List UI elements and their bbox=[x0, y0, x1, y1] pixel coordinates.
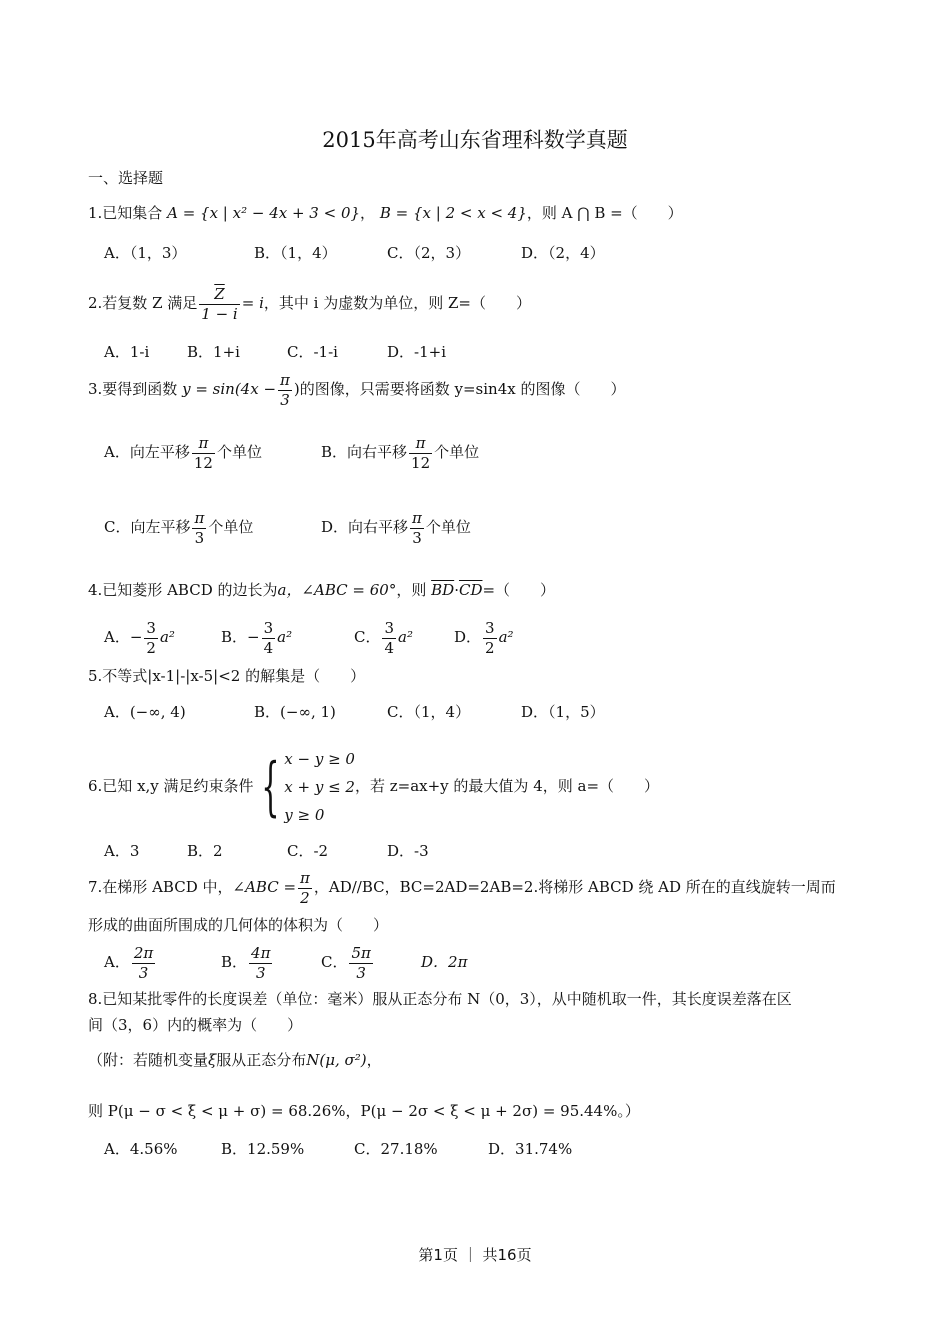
q2-options bbox=[104, 342, 446, 362]
q4-option-c-fraction bbox=[382, 618, 396, 657]
question-3 bbox=[88, 366, 626, 412]
q8-option-a: A．4.56% bbox=[104, 1140, 178, 1158]
q3-option-a-fraction bbox=[192, 433, 215, 472]
q3-option-d-den: 3 bbox=[412, 528, 422, 547]
section-heading: 一、选择题 bbox=[88, 169, 164, 187]
q3-option-b-unit: 个单位 bbox=[434, 443, 480, 461]
q6-options bbox=[104, 841, 429, 861]
q8-option-b: B．12.59% bbox=[221, 1140, 305, 1158]
q8-option-d: D．31.74% bbox=[488, 1140, 573, 1158]
q7-numerator: π bbox=[300, 868, 310, 887]
q3-numerator: π bbox=[280, 370, 290, 389]
q4-option-c bbox=[354, 613, 454, 661]
q5-option-c: C．（1，4） bbox=[387, 703, 471, 721]
q4-option-b-text: B．− bbox=[221, 628, 260, 646]
q4-option-c-var: a² bbox=[398, 628, 413, 646]
q4-dot: · bbox=[454, 581, 459, 599]
q3-option-b-text: B．向右平移 bbox=[321, 443, 408, 461]
q2-fraction bbox=[199, 284, 239, 323]
q3-denominator: 3 bbox=[280, 390, 290, 409]
q4-option-b-den: 4 bbox=[263, 638, 274, 657]
q6-option-c: C．-2 bbox=[287, 842, 329, 860]
q4-angle: ，∠ABC = 60° bbox=[286, 581, 397, 599]
q5-options bbox=[104, 702, 605, 722]
question-4 bbox=[88, 580, 555, 600]
q3-option-a bbox=[104, 428, 321, 476]
q4-option-d-num: 3 bbox=[485, 618, 495, 637]
page-footer: 第1页 ｜ 共16页 bbox=[418, 1246, 532, 1264]
q4-option-a-den: 2 bbox=[146, 638, 156, 657]
q3-option-c-fraction bbox=[192, 508, 206, 547]
q3-option-c-den: 3 bbox=[194, 528, 205, 547]
q3-option-c-num: π bbox=[194, 508, 205, 527]
q6-constraint-2: x + y ≤ 2 bbox=[284, 778, 355, 796]
q8-line-1: 8.已知某批零件的长度误差（单位：毫米）服从正态分布 N（0，3），从中随机取一件，其长度误差落在区 bbox=[88, 990, 792, 1008]
q7-option-a-fraction bbox=[132, 943, 155, 982]
q8-note-1-mid: 服从正态分布 bbox=[216, 1051, 307, 1069]
q7-option-c-fraction bbox=[349, 943, 372, 982]
q4-option-a-text: A．− bbox=[104, 628, 143, 646]
q6-tail: ，若 z=ax+y 的最大值为 4，则 a=（ ） bbox=[354, 777, 660, 795]
q3-option-a-den: 12 bbox=[193, 453, 213, 472]
q4-option-b-var: a² bbox=[277, 628, 293, 646]
q7-option-a bbox=[104, 938, 221, 986]
q7-option-b-fraction bbox=[249, 943, 272, 982]
question-7 bbox=[88, 864, 836, 910]
q6-constraints bbox=[284, 745, 355, 829]
q8-note-1-lead: （附：若随机变量 bbox=[88, 1051, 209, 1069]
q7-option-c-num: 5π bbox=[351, 943, 371, 962]
q1-set-a: A = {x | x² − 4x + 3 < 0} bbox=[167, 204, 361, 222]
q2-eq: = i bbox=[241, 294, 264, 312]
q3-option-c-unit: 个单位 bbox=[208, 518, 254, 536]
q4-option-b-fraction bbox=[262, 618, 276, 657]
q5-option-a: A．(−∞, 4) bbox=[104, 703, 186, 721]
q6-option-b: B．2 bbox=[187, 842, 223, 860]
q7-tail: ，AD//BC，BC=2AD=2AB=2.将梯形 ABCD 绕 AD 所在的直线旋转一周而 bbox=[313, 878, 836, 896]
q4-option-a bbox=[104, 613, 221, 661]
q8-note-1-dist: N(μ, σ²) bbox=[306, 1051, 367, 1069]
q1-sep: ， bbox=[360, 204, 376, 222]
q5-option-b: B．(−∞, 1) bbox=[254, 703, 336, 721]
q1-option-c: C．（2，3） bbox=[387, 244, 471, 262]
q4-tail: =（ ） bbox=[482, 581, 556, 599]
q4-option-a-num: 3 bbox=[146, 618, 156, 637]
q4-option-c-num: 3 bbox=[384, 618, 395, 637]
q3-option-d-unit: 个单位 bbox=[425, 518, 471, 536]
q7-option-a-num: 2π bbox=[133, 943, 154, 962]
q3-option-c-text: C．向左平移 bbox=[104, 518, 191, 536]
q4-side: a bbox=[277, 581, 287, 599]
question-6 bbox=[88, 742, 659, 830]
q6-option-a: A．3 bbox=[104, 842, 140, 860]
q2-option-d: D．-1+i bbox=[387, 343, 447, 361]
question-2 bbox=[88, 278, 531, 328]
q6-lead: 6.已知 x,y 满足约束条件 bbox=[88, 777, 254, 795]
q4-option-b bbox=[221, 613, 354, 661]
q7-option-b-num: 4π bbox=[251, 943, 271, 962]
q7-option-d: D．2π bbox=[421, 953, 468, 971]
q4-option-c-den: 4 bbox=[384, 638, 395, 657]
q7-angle: ∠ABC = bbox=[232, 878, 297, 896]
q7-line-2: 形成的曲面所围成的几何体的体积为（ ） bbox=[88, 916, 389, 934]
q3-option-a-text: A．向左平移 bbox=[104, 443, 190, 461]
q3-option-a-num: π bbox=[192, 436, 215, 454]
q2-option-a: A．1-i bbox=[104, 343, 150, 361]
q8-note-1 bbox=[88, 1050, 382, 1070]
q4-vector-cd: $\overline{CD}$ bbox=[458, 581, 483, 599]
q6-constraint-3: y ≥ 0 bbox=[284, 806, 325, 824]
question-1 bbox=[88, 203, 683, 223]
q2-lead: 2.若复数 Z 满足 bbox=[88, 294, 198, 312]
q3-option-c bbox=[104, 503, 321, 551]
q1-lead: 1.已知集合 bbox=[88, 204, 163, 222]
q2-numerator: $\overline{Z}$ bbox=[199, 287, 239, 305]
q1-option-b: B．（1，4） bbox=[254, 244, 337, 262]
q8-note-1-post: ， bbox=[366, 1051, 382, 1069]
q7-lead: 7.在梯形 ABCD 中， bbox=[88, 878, 233, 896]
q2-option-c: C．-1-i bbox=[287, 343, 338, 361]
q3-tail: 的图像，只需要将函数 y=sin4x 的图像（ ） bbox=[299, 380, 626, 398]
q7-option-c-den: 3 bbox=[356, 963, 366, 982]
q7-option-a-den: 3 bbox=[138, 963, 149, 982]
q6-constraint-1: x − y ≥ 0 bbox=[284, 750, 355, 768]
q3-option-d-fraction bbox=[410, 508, 424, 547]
q4-options bbox=[104, 613, 514, 661]
q4-vector-bd: $\overline{BD}$ bbox=[431, 581, 455, 599]
q7-option-c bbox=[321, 938, 421, 986]
q7-option-a-text: A． bbox=[104, 953, 130, 971]
q1-option-d: D．（2，4） bbox=[521, 244, 605, 262]
q3-fn-post: ) bbox=[293, 380, 300, 398]
q4-option-d-den: 2 bbox=[485, 638, 495, 657]
q7-options bbox=[104, 938, 467, 986]
q4-mid: ，则 bbox=[396, 581, 427, 599]
q8-options bbox=[104, 1139, 572, 1159]
q7-option-b-den: 3 bbox=[255, 963, 266, 982]
q4-option-d-fraction bbox=[483, 618, 497, 657]
q1-option-a: A．（1，3） bbox=[104, 244, 187, 262]
q2-denominator: 1 − i bbox=[201, 304, 238, 323]
q3-option-b-num: π bbox=[409, 436, 432, 454]
q4-option-a-var: a² bbox=[159, 628, 175, 646]
q1-set-b: B = {x | 2 < x < 4} bbox=[379, 204, 527, 222]
q7-option-c-text: C． bbox=[321, 953, 348, 971]
q3-fn-pre: y = sin(4x − bbox=[182, 380, 277, 398]
q8-note-1-xi: ξ bbox=[208, 1051, 217, 1069]
q3-option-b-den: 12 bbox=[411, 453, 431, 472]
q4-option-d-text: D． bbox=[454, 628, 482, 646]
q4-option-a-fraction bbox=[144, 618, 158, 657]
q2-option-b: B．1+i bbox=[187, 343, 240, 361]
q4-option-d bbox=[454, 613, 514, 661]
q7-option-b-text: B． bbox=[221, 953, 248, 971]
q3-option-a-unit: 个单位 bbox=[216, 443, 262, 461]
question-5: 5.不等式|x-1|-|x-5|<2 的解集是（ ） bbox=[88, 667, 366, 685]
q1-options bbox=[104, 243, 605, 263]
q4-option-d-var: a² bbox=[498, 628, 514, 646]
q3-option-b-fraction bbox=[409, 433, 432, 472]
q8-note-2: 则 P(μ − σ < ξ < μ + σ) = 68.26%，P(μ − 2σ < ξ < μ + 2σ) = 95.44%。） bbox=[88, 1102, 640, 1120]
q1-tail: ，则 A ⋂ B =（ ） bbox=[526, 204, 683, 222]
q4-option-c-text: C． bbox=[354, 628, 381, 646]
q4-option-b-num: 3 bbox=[263, 618, 274, 637]
q3-option-d-text: D．向右平移 bbox=[321, 518, 409, 536]
q7-option-b bbox=[221, 938, 321, 986]
q8-option-c: C．27.18% bbox=[354, 1140, 438, 1158]
q6-brace: { bbox=[260, 750, 280, 824]
q3-option-b bbox=[321, 428, 479, 476]
q3-fraction bbox=[278, 370, 292, 409]
q7-denominator: 2 bbox=[300, 888, 310, 907]
q7-fraction bbox=[298, 868, 312, 907]
q3-options-cd bbox=[104, 503, 471, 551]
q4-lead: 4.已知菱形 ABCD 的边长为 bbox=[88, 581, 278, 599]
q3-option-d-num: π bbox=[412, 508, 422, 527]
page-title: 2015年高考山东省理科数学真题 bbox=[322, 128, 628, 152]
q3-option-d bbox=[321, 503, 471, 551]
q3-options-ab bbox=[104, 428, 479, 476]
q2-tail: ，其中 i 为虚数为单位，则 Z=（ ） bbox=[263, 294, 531, 312]
q5-option-d: D．（1，5） bbox=[521, 703, 605, 721]
q8-line-2: 间（3，6）内的概率为（ ） bbox=[88, 1016, 303, 1034]
q6-option-d: D．-3 bbox=[387, 842, 429, 860]
q3-lead: 3.要得到函数 bbox=[88, 380, 178, 398]
